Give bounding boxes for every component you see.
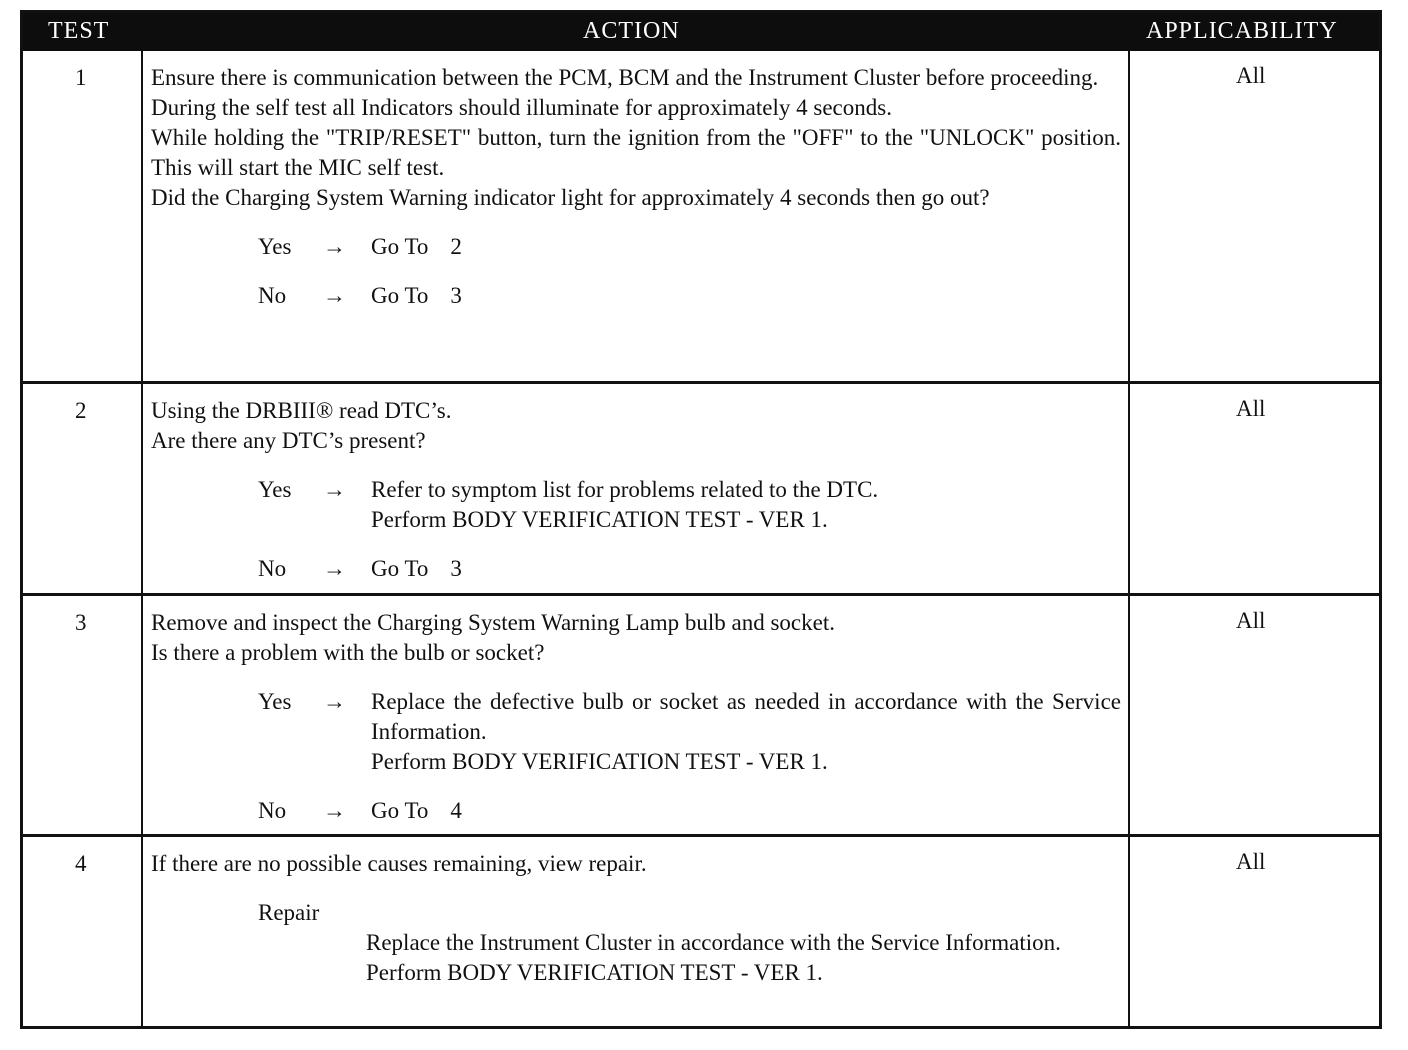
no-option [151, 796, 1121, 826]
action-cell [151, 608, 1121, 826]
yes-label: Yes [258, 689, 292, 714]
table-row-test-1 [23, 51, 1379, 381]
applicability-value: All [1236, 608, 1266, 633]
table-header [23, 13, 1379, 51]
no-option [151, 281, 1121, 311]
action-line: Did the Charging System Warning indicator light for approximately 4 seconds then go out? [151, 185, 990, 210]
goto-target: 3 [450, 556, 462, 581]
yes-option [151, 687, 1121, 777]
no-label: No [258, 556, 287, 581]
yes-text: Replace the defective bulb or socket as needed in accordance with the Service Information. [371, 689, 1121, 744]
arrow-icon: → [323, 234, 346, 259]
goto-target: 3 [450, 283, 462, 308]
action-line: Remove and inspect the Charging System Warning Lamp bulb and socket. [151, 610, 835, 635]
yes-option [151, 232, 1121, 262]
yes-option [151, 475, 1121, 535]
action-line: Using the DRBIII® read DTC’s. [151, 398, 452, 423]
repair-text: Replace the Instrument Cluster in accordance with the Service Information. [366, 930, 1061, 955]
test-number: 3 [75, 610, 87, 635]
arrow-icon: → [323, 689, 346, 714]
goto-label: Go To [371, 234, 429, 259]
test-number: 1 [75, 65, 87, 90]
repair-label: Repair [258, 900, 320, 925]
applicability-value: All [1236, 63, 1266, 88]
header-applicability: APPLICABILITY [1146, 18, 1338, 44]
action-line: If there are no possible causes remaining, view repair. [151, 851, 647, 876]
action-line: Is there a problem with the bulb or socket? [151, 640, 545, 665]
action-line: During the self test all Indicators should illuminate for approximately 4 seconds. [151, 95, 892, 120]
yes-label: Yes [258, 477, 292, 502]
yes-verification: Perform BODY VERIFICATION TEST - VER 1. [371, 749, 828, 774]
arrow-icon: → [323, 477, 346, 502]
action-cell [151, 63, 1121, 311]
header-test: TEST [48, 18, 110, 44]
action-line: Are there any DTC’s present? [151, 428, 426, 453]
no-option [151, 554, 1121, 584]
goto-label: Go To [371, 798, 429, 823]
yes-verification: Perform BODY VERIFICATION TEST - VER 1. [371, 507, 828, 532]
arrow-icon: → [323, 556, 346, 581]
action-line: Ensure there is communication between the PCM, BCM and the Instrument Cluster before proceeding. [151, 65, 1099, 90]
table-row-test-4 [23, 834, 1379, 1026]
no-label: No [258, 798, 287, 823]
goto-target: 4 [450, 798, 462, 823]
test-number: 2 [75, 398, 87, 423]
arrow-icon: → [323, 283, 346, 308]
goto-label: Go To [371, 283, 429, 308]
yes-label: Yes [258, 234, 292, 259]
diagnostic-table [20, 10, 1382, 1029]
goto-label: Go To [371, 556, 429, 581]
table-row-test-3 [23, 593, 1379, 834]
test-number: 4 [75, 851, 87, 876]
arrow-icon: → [323, 798, 346, 823]
repair-verification: Perform BODY VERIFICATION TEST - VER 1. [366, 960, 823, 985]
header-action: ACTION [583, 18, 680, 44]
action-line: While holding the "TRIP/RESET" button, turn the ignition from the "OFF" to the "UNLOCK" position. This will start the MIC self test. [151, 125, 1121, 180]
applicability-value: All [1236, 396, 1266, 421]
applicability-value: All [1236, 849, 1266, 874]
no-label: No [258, 283, 287, 308]
goto-target: 2 [450, 234, 462, 259]
table-row-test-2 [23, 381, 1379, 593]
action-cell [151, 396, 1121, 584]
yes-text: Refer to symptom list for problems related to the DTC. [371, 477, 879, 502]
action-cell [151, 849, 1121, 988]
